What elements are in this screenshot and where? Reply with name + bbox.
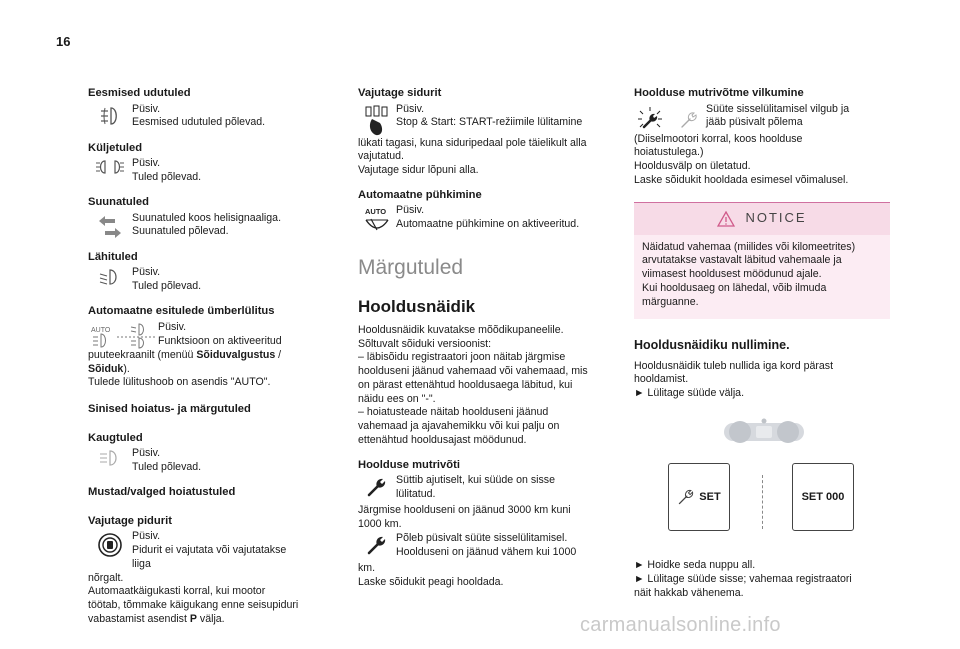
service-text-8: vahemaad ja ajavahemikku või kui palju on: [358, 420, 560, 433]
instrument-panel-illustration: [720, 417, 808, 447]
brake-line-2: Pidurit ei vajutata või vajutatakse liiga: [132, 544, 287, 570]
brake-tail-4c: välja.: [196, 612, 225, 625]
auto-wipe-item: [358, 204, 616, 234]
black-white-lamps-heading: Mustad/valged hoiatustuled: [88, 486, 236, 499]
low-beam-heading: Lähituled: [88, 250, 138, 263]
spanner-steady-tail-2: Laske sõidukit peagi hooldada.: [358, 575, 504, 588]
spanner-icon: [358, 474, 396, 504]
set-label: SET: [699, 490, 721, 503]
spanner-blink-tail-1: (Diiselmootori korral, koos hoolduse: [634, 132, 803, 145]
warning-triangle-icon: [717, 211, 735, 227]
service-text-1: Hooldusnäidik kuvatakse mõõdikupaneelile.: [358, 323, 564, 336]
front-fog-light-icon: [88, 103, 132, 133]
auto-beam-text-c: /: [275, 348, 282, 361]
notice-label: NOTICE: [745, 210, 807, 226]
notice-line-4: Kui hooldusaeg on lähedal, võib ilmuda: [642, 281, 827, 294]
spanner-blink-tail-3: Hooldusvälp on ületatud.: [634, 160, 751, 173]
svg-text:AUTO: AUTO: [91, 326, 111, 334]
spanner-blink-icon: [634, 103, 706, 133]
indicators-line-2: Suunatuled põlevad.: [132, 225, 229, 238]
auto-wipe-heading: Automaatne pühkimine: [358, 188, 482, 201]
auto-main-beam-heading: Automaatne esitulede ümberlülitus: [88, 305, 275, 318]
panel-divider: [762, 475, 763, 529]
park-position-label: P: [189, 612, 197, 625]
spanner-steady-line-2: Hoolduseni on jäänud vähem kui 1000: [396, 545, 577, 558]
spanner-line-1: Süttib ajutiselt, kui süüde on sisse: [396, 474, 555, 487]
spanner-blink-heading: Hoolduse mutrivõtme vilkumine: [634, 87, 804, 99]
auto-beam-icon: [88, 321, 158, 349]
auto-beam-line-1: Püsiv.: [158, 320, 187, 333]
clutch-pedal-icon: [358, 103, 396, 137]
high-beam-line-2: Tuled põlevad.: [132, 461, 202, 473]
service-text-5: on pärast ettenähtud hooldusaega läbitud, kui: [358, 378, 573, 391]
spanner-item: [358, 474, 616, 504]
front-fog-heading: Eesmised udutuled: [88, 87, 191, 99]
front-fog-line-1: Püsiv.: [132, 102, 161, 115]
brake-tail-3: töötab, tõmmake käigukang enne seisupiduri: [88, 599, 299, 612]
notice-line-2: arvutatakse vastavalt läbitud vahemaale ja: [642, 254, 842, 267]
spanner-steady-item: [358, 532, 616, 562]
brake-line-1: Püsiv.: [132, 530, 161, 543]
auto-beam-continuation: [88, 349, 302, 377]
spanner-blink-tail-2: hoiatustulega.): [634, 146, 704, 159]
spanner-blink-line-2: jääb püsivalt põlema: [706, 116, 803, 129]
menu-lighting-label: Sõiduvalgustus: [196, 348, 276, 361]
reset-text-1: Hooldusnäidik tuleb nullida iga kord pärast: [634, 359, 834, 372]
low-beam-line-2: Tuled põlevad.: [132, 280, 202, 293]
brake-heading: Vajutage pidurit: [88, 514, 172, 527]
front-fog-item: [88, 103, 302, 133]
service-text-9: ettenähtud hooldusajast möödunud.: [358, 433, 527, 446]
clutch-tail-3: Vajutage sidur lõpuni alla.: [358, 164, 479, 177]
set-counter-panel: [792, 463, 854, 531]
service-text-7: – hoiatusteade näitab hoolduseni jäänud: [358, 406, 549, 419]
spanner-tail-1: Järgmise hoolduseni on jäänud 3000 km kuni: [358, 504, 571, 517]
column-1: [88, 84, 302, 627]
side-lights-line-2: Tuled põlevad.: [132, 170, 202, 183]
notice-line-3: viimasest hooldusest möödunud ajale.: [642, 268, 822, 281]
front-fog-line-2: Eesmised udutuled põlevad.: [132, 116, 266, 129]
clutch-item: [358, 103, 616, 137]
auto-wiper-icon: [358, 204, 396, 234]
service-text-3: – läbisõidu registraatori joon näitab järgmise: [358, 351, 566, 364]
brake-tail-1: nõrgalt.: [88, 571, 124, 584]
high-beam-icon: [88, 447, 132, 477]
section-title-indicators: Märgutuled: [358, 256, 464, 280]
column-3: [634, 84, 890, 600]
notice-line-1: Näidatud vahemaa (miilides või kilomeetrites): [642, 240, 856, 253]
notice-body: [634, 235, 890, 314]
service-indicator-title: Hooldusnäidik: [358, 296, 476, 316]
brake-pedal-icon: [88, 530, 132, 560]
high-beam-item: [88, 447, 302, 477]
spanner-blink-line-1: Süüte sisselülitamisel vilgub ja: [706, 102, 850, 115]
step-1: ► Hoidke seda nuppu all.: [634, 559, 756, 571]
blue-lamps-heading: Sinised hoiatus- ja märgutuled: [88, 403, 251, 416]
clutch-tail-2: vajutatud.: [358, 150, 404, 163]
brake-tail-2: Automaatkäigukasti korral, kui mootor: [88, 585, 266, 598]
low-beam-line-1: Püsiv.: [132, 266, 161, 279]
auto-beam-tail: Tulede lülitushoob on asendis "AUTO".: [88, 376, 271, 389]
svg-text:AUTO: AUTO: [365, 207, 387, 217]
clutch-tail-1: lükati tagasi, kuna siduripedaal pole täielikult alla: [358, 136, 587, 149]
spanner-tail-2: 1000 km.: [358, 518, 402, 531]
notice-line-5: märguanne.: [642, 295, 699, 308]
auto-beam-text-d: ).: [123, 362, 130, 375]
notice-header: [634, 203, 890, 235]
clutch-line-1: Püsiv.: [396, 102, 425, 115]
side-lights-icon: [88, 157, 132, 187]
notice-box: [634, 202, 890, 320]
set-button-panel[interactable]: [668, 463, 730, 531]
direction-arrows-icon: [88, 212, 132, 242]
spanner-blink-tail-4: Laske sõidukit hooldada esimesel võimalusel.: [634, 173, 849, 186]
clutch-heading: Vajutage sidurit: [358, 87, 442, 99]
indicators-heading: Suunatuled: [88, 196, 149, 209]
spanner-steady-line-1: Põleb püsivalt süüte sisselülitamisel.: [396, 531, 568, 544]
menu-vehicle-label: Sõiduk: [88, 362, 124, 375]
spanner-icon: [677, 488, 695, 506]
brake-tail-4: [88, 613, 302, 627]
auto-wipe-line-2: Automaatne pühkimine on aktiveeritud.: [396, 218, 580, 231]
spanner-steady-tail-1: km.: [358, 561, 376, 574]
step-2: ► Lülitage süüde sisse; vahemaa registraatori: [634, 572, 852, 585]
spanner-steady-icon: [358, 532, 396, 562]
high-beam-line-1: Püsiv.: [132, 447, 161, 460]
step-3: näit hakkab vähenema.: [634, 586, 744, 599]
spanner-heading: Hoolduse mutrivõti: [358, 458, 460, 471]
side-lights-item: [88, 157, 302, 187]
service-text-6: näidu ees on "-".: [358, 392, 436, 405]
column-2: [358, 84, 616, 589]
auto-beam-text-a: puuteekraanilt (menüü: [88, 348, 197, 361]
brake-tail-4a: vabastamist asendist: [88, 612, 190, 625]
indicators-item: [88, 212, 302, 242]
reset-text-3: ► Lülitage süüde välja.: [634, 387, 745, 400]
watermark: carmanualsonline.info: [580, 614, 781, 636]
page-number: 16: [56, 34, 71, 49]
side-lights-heading: Küljetuled: [88, 141, 143, 154]
brake-item: [88, 530, 302, 571]
service-text-4: hoolduseni jäänud vahemaad või vahemaad, mis: [358, 365, 588, 378]
high-beam-heading: Kaugtuled: [88, 431, 143, 444]
reset-title: Hooldusnäidiku nullimine.: [634, 338, 790, 353]
reset-illustration: [634, 409, 890, 559]
auto-beam-line-2: Funktsioon on aktiveeritud: [158, 334, 282, 347]
auto-wipe-line-1: Püsiv.: [396, 204, 425, 217]
set-counter-label: SET 000: [801, 490, 845, 503]
low-beam-icon: [88, 266, 132, 296]
indicators-line-1: Suunatuled koos helisignaaliga.: [132, 211, 282, 224]
spanner-line-2: lülitatud.: [396, 488, 436, 501]
low-beam-item: [88, 266, 302, 296]
clutch-line-2: Stop & Start: START-režiimile lülitamine: [396, 116, 583, 129]
side-lights-line-1: Püsiv.: [132, 157, 161, 170]
service-text-2: Sõltuvalt sõiduki versioonist:: [358, 337, 492, 350]
spanner-blink-item: [634, 103, 890, 133]
auto-main-beam-item: [88, 321, 302, 349]
reset-text-2: hooldamist.: [634, 373, 689, 386]
